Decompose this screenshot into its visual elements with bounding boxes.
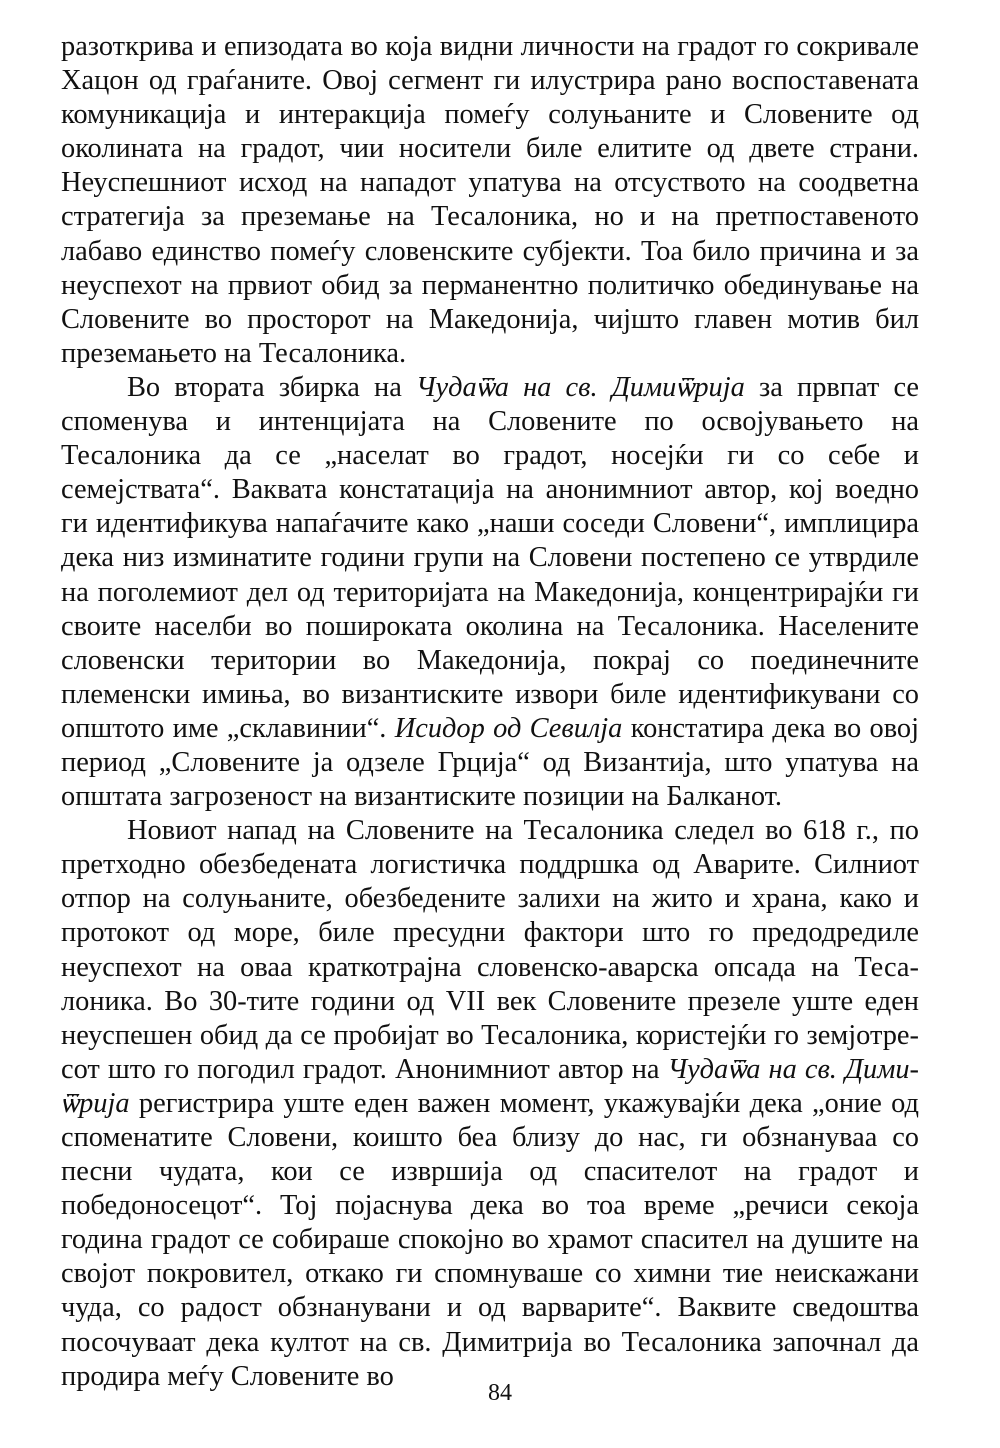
page-number: 84 <box>488 1380 512 1406</box>
italic-title: Чудаѿа на св. Димиѿрија <box>61 1053 920 1119</box>
text-run: за првпат се споменува и интенцијата на Словените по освојувањето на Тесалоника да се „населат во градот, носејќи ги со себе и семејствата“. Ваквата констатација на анонимниот автор, кој воедно ги идентификува напаѓачите како „наши соседи Словени“, имплицира дека низ изминатите години групи на Словени постепено се утврдиле на поголемиот дел од територијата на Македонија, концентрирајќи ги своите населби во поширокaта околина на Тесалоника. Населените словенски територии во Македонија, покрај со поединечните племенски имиња, во византиските извори биле идентификувани со општото име „склавинии“. <box>61 371 919 744</box>
text-run: Во втората збирка на <box>127 371 416 403</box>
paragraph <box>61 30 919 371</box>
paragraph <box>61 814 919 1394</box>
text-run: регистрира уште еден важен момент, укажувајќи дека „оние од споменатите Словени, коишто беа близу до нас, ги обзнануваа со песни чудата, кои се извршија од спасителот на градот и победоносецот“. Тој појаснува дека во тоа време „речиси секоја година градот се собираше спокојно во храмот спасител на душите на својот покровител, откако ги спомнуваше со химни тие неискажани чуда, со радост обзнанувани и од варварите“. Ваквите сведоштва посочуваат дека култот на св. Димитрија во Тесалоника започнал да продира меѓу Словените во <box>61 1087 919 1392</box>
text-run: разоткрива и епизодата во која видни личности на градот го сокривале Хацон од граѓаните. Овој сегмент ги илустрира рано воспоставената комуникација и интеракција помеѓу солуњаните и Словените од околината на градот, чии носители биле елитите од двете страни. Неуспешниот исход на нападот упатува на отсуството на соодветна стратегија за преземање на Тесалоника, но и на претпоставеното лабаво единство помеѓу словенските субјекти. Тоа било причина и за неуспехот на првиот обид за перманентно политичко обединување на Словените во просторот на Македонија, чијшто главен мотив бил преземањето на Тесалоника. <box>61 31 919 369</box>
italic-name: Исидор од Севилја <box>394 712 623 744</box>
page-body <box>61 30 919 1394</box>
italic-title: Чудаѿа на св. Димиѿрија <box>416 371 745 403</box>
text-run: констатира дека во овој период „Словените ја одзеле Грција“ од Византија, што упатува на општата загрозеност на византиските позиции на Балканот. <box>61 712 919 813</box>
paragraph <box>61 371 919 814</box>
text-run: Новиот напад на Словените на Тесалоника следел во 618 г., по претходно обезбедената логистичка поддршка од Аварите. Силниот отпор на солуњаните, обезбедените залихи на жито и храна, како и протокот од море, биле пресудни фактори што го предодредиле неуспехот на оваа краткотрајна словенско-аварска опсада на Тесалоника. Во 30-тите години од VII век Словените презеле уште еден неуспешен обид да се пробијат во Тесалоника, користејќи го земјотресот што го погодил градот. Анонимниот автор на <box>61 815 919 1085</box>
